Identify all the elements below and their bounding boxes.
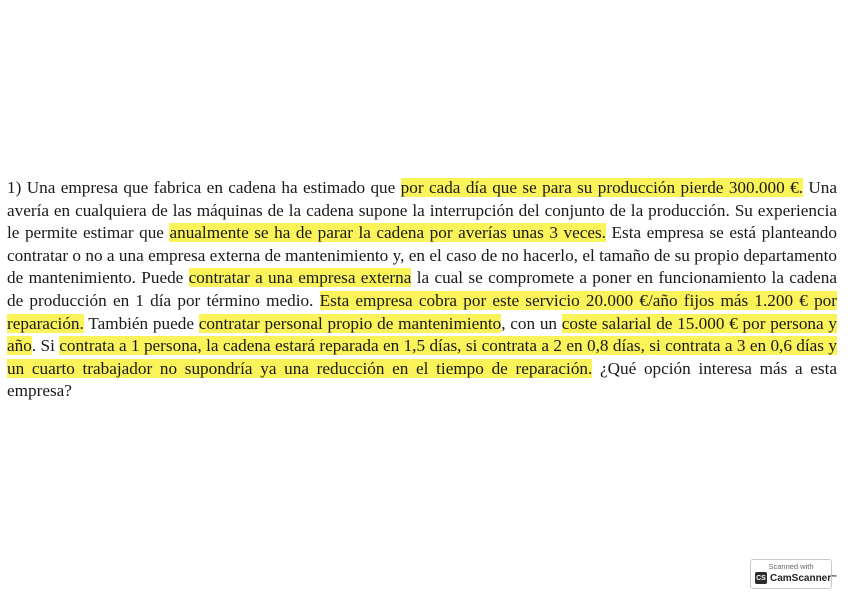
problem-text-segment: la cual se compromete a poner en funcionamiento la cadena de producción en 1 día por término medio. — [7, 268, 837, 310]
problem-text-segment: ¿Qué opción interesa más a esta empresa? — [7, 358, 837, 401]
problem-text-segment: También puede — [83, 313, 199, 333]
highlighted-text-segment: coste salarial de 15.000 € por persona y año — [7, 313, 837, 356]
problem-text-segment: Esta empresa se está planteando contratar o no a una empresa externa de mantenimiento y, en el caso de no hacerlo, el tamaño de su propio departamento de mantenimiento. Puede — [7, 223, 837, 288]
camscanner-brand-name: CamScanner — [770, 572, 832, 584]
highlighted-text-segment: Esta empresa cobra por este servicio 20.000 €/año fijos más 1.200 € por reparación. — [7, 290, 838, 333]
problem-text-segment: 1) Una empresa que fabrica en cadena ha estimado que — [7, 178, 401, 197]
problem-statement — [7, 177, 837, 403]
scanned-with-label: Scanned with — [768, 562, 814, 571]
camscanner-logo-icon: CS — [755, 572, 767, 584]
highlighted-text-segment: contratar a una empresa externa — [188, 268, 412, 288]
highlighted-text-segment: por cada día que se para su producción pierde 300.000 €. — [400, 178, 803, 197]
trademark-mark: ™ — [831, 575, 838, 581]
problem-text-segment: , con un — [501, 313, 562, 333]
camscanner-badge — [750, 559, 838, 589]
highlighted-text-segment: contratar personal propio de mantenimiento — [198, 313, 502, 333]
problem-text-segment: Una avería en cualquiera de las máquinas de la cadena supone la interrupción del conjunto de la producción. Su experiencia le permite estimar que — [7, 178, 837, 243]
problem-text-segment: . Si — [31, 336, 60, 356]
highlighted-text-segment: anualmente se ha de parar la cadena por averías unas 3 veces. — [169, 223, 606, 243]
camscanner-brand-row — [755, 572, 837, 584]
highlighted-text-segment: contrata a 1 persona, la cadena estará reparada en 1,5 días, si contrata a 2 en 0,8 días, si contrata a 3 en 0,6 días y un cuarto trabajador no supondría ya una reducción en el tiempo de reparación. — [7, 336, 837, 378]
